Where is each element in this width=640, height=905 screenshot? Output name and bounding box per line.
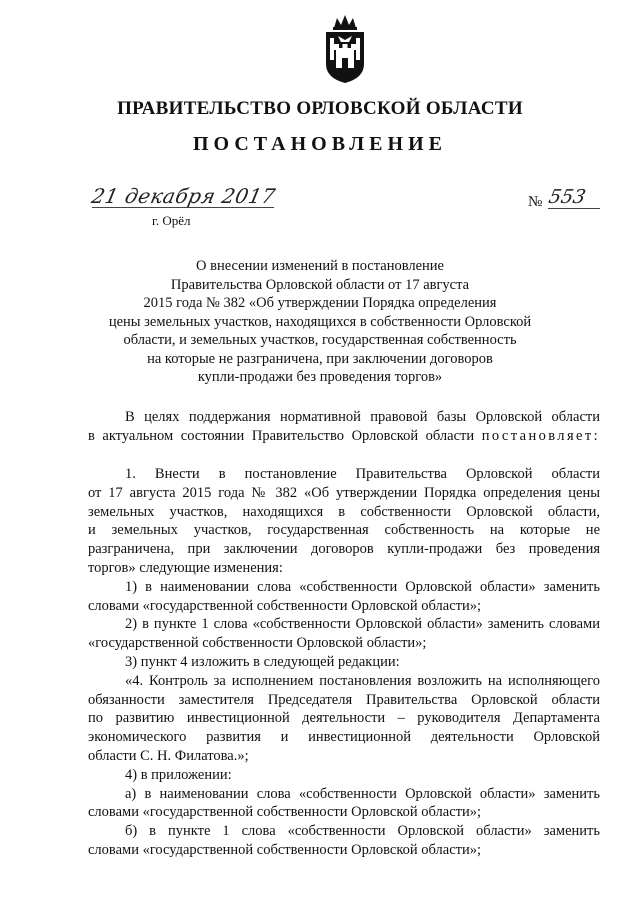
body-line: 3) пункт 4 изложить в следующей редакции: — [125, 653, 400, 670]
subject-line: на которые не разграничена, при заключении договоров — [147, 350, 493, 367]
body-line: земельных участков, находящихся в собственности Орловской области, — [88, 503, 600, 520]
date-underline — [92, 207, 274, 208]
government-name: ПРАВИТЕЛЬСТВО ОРЛОВСКОЙ ОБЛАСТИ — [117, 98, 523, 119]
document-subject — [0, 257, 640, 387]
body-line: словами «государственной собственности Орловской области»; — [88, 804, 482, 821]
oryol-region-coat-of-arms-icon — [322, 14, 368, 84]
body-line: 4) в приложении: — [125, 766, 232, 783]
handwritten-number: 553 — [546, 186, 588, 208]
number-label: № — [528, 194, 543, 210]
subject-line: цены земельных участков, находящихся в собственности Орловской — [108, 313, 532, 330]
body-line: торгов» следующие изменения: — [88, 559, 283, 576]
subject-line: 2015 года № 382 «Об утверждении Порядка определения — [143, 295, 497, 311]
subject-line: купли-продажи без проведения торгов» — [197, 369, 443, 385]
body-line: обязанности заместителя Председателя Правительства Орловской области — [88, 691, 600, 708]
number-underline — [548, 208, 600, 209]
body-line: В целях поддержания нормативной правовой базы Орловской области — [125, 409, 600, 425]
preamble-paragraph — [88, 408, 600, 446]
decree-verb: постановляет: — [481, 427, 601, 444]
body-text: в актуальном состоянии Правительство Орловской области — [88, 427, 475, 444]
city-label: г. Орёл — [152, 213, 191, 228]
subject-line: Правительства Орловской области от 17 августа — [170, 276, 470, 293]
body-line: 2) в пункте 1 слова «собственности Орловской области» заменить словами — [125, 616, 600, 633]
body-line: 1) в наименовании слова «собственности Орловской области» заменить — [125, 578, 600, 595]
body-line: области С. Н. Филатова.»; — [88, 747, 249, 764]
body-line: а) в наименовании слова «собственности Орловской области» заменить — [125, 785, 600, 802]
body-line: и земельных участков, государственная собственность на которые не — [88, 522, 600, 539]
body-line: от 17 августа 2015 года № 382 «Об утверждении Порядка определения цены — [88, 484, 600, 501]
body-line — [88, 427, 600, 446]
body-line: разграничена, при заключении договоров купли-продажи без проведения — [88, 541, 600, 558]
body-line: словами «государственной собственности Орловской области»; — [88, 597, 482, 614]
body-line: «4. Контроль за исполнением постановления возложить на исполняющего — [125, 672, 600, 689]
body-line: экономического развития и инвестиционной деятельности Орловской — [88, 729, 600, 746]
subject-line: области, и земельных участков, государственная собственность — [123, 332, 517, 348]
body-line: 1. Внести в постановление Правительства Орловской области — [125, 466, 600, 482]
body-line: б) в пункте 1 слова «собственности Орловской области» заменить — [125, 823, 600, 840]
handwritten-date: 21 декабря 2017 — [89, 184, 278, 208]
document-type-title: ПОСТАНОВЛЕНИЕ — [193, 133, 447, 155]
body-line: словами «государственной собственности Орловской области»; — [88, 841, 482, 858]
body-line: по развитию инвестиционной деятельности – руководителя Департамента — [88, 710, 600, 727]
item-1-paragraph — [88, 465, 600, 860]
subject-line: О внесении изменений в постановление — [196, 258, 444, 274]
body-line: «государственной собственности Орловской области»; — [88, 635, 427, 652]
